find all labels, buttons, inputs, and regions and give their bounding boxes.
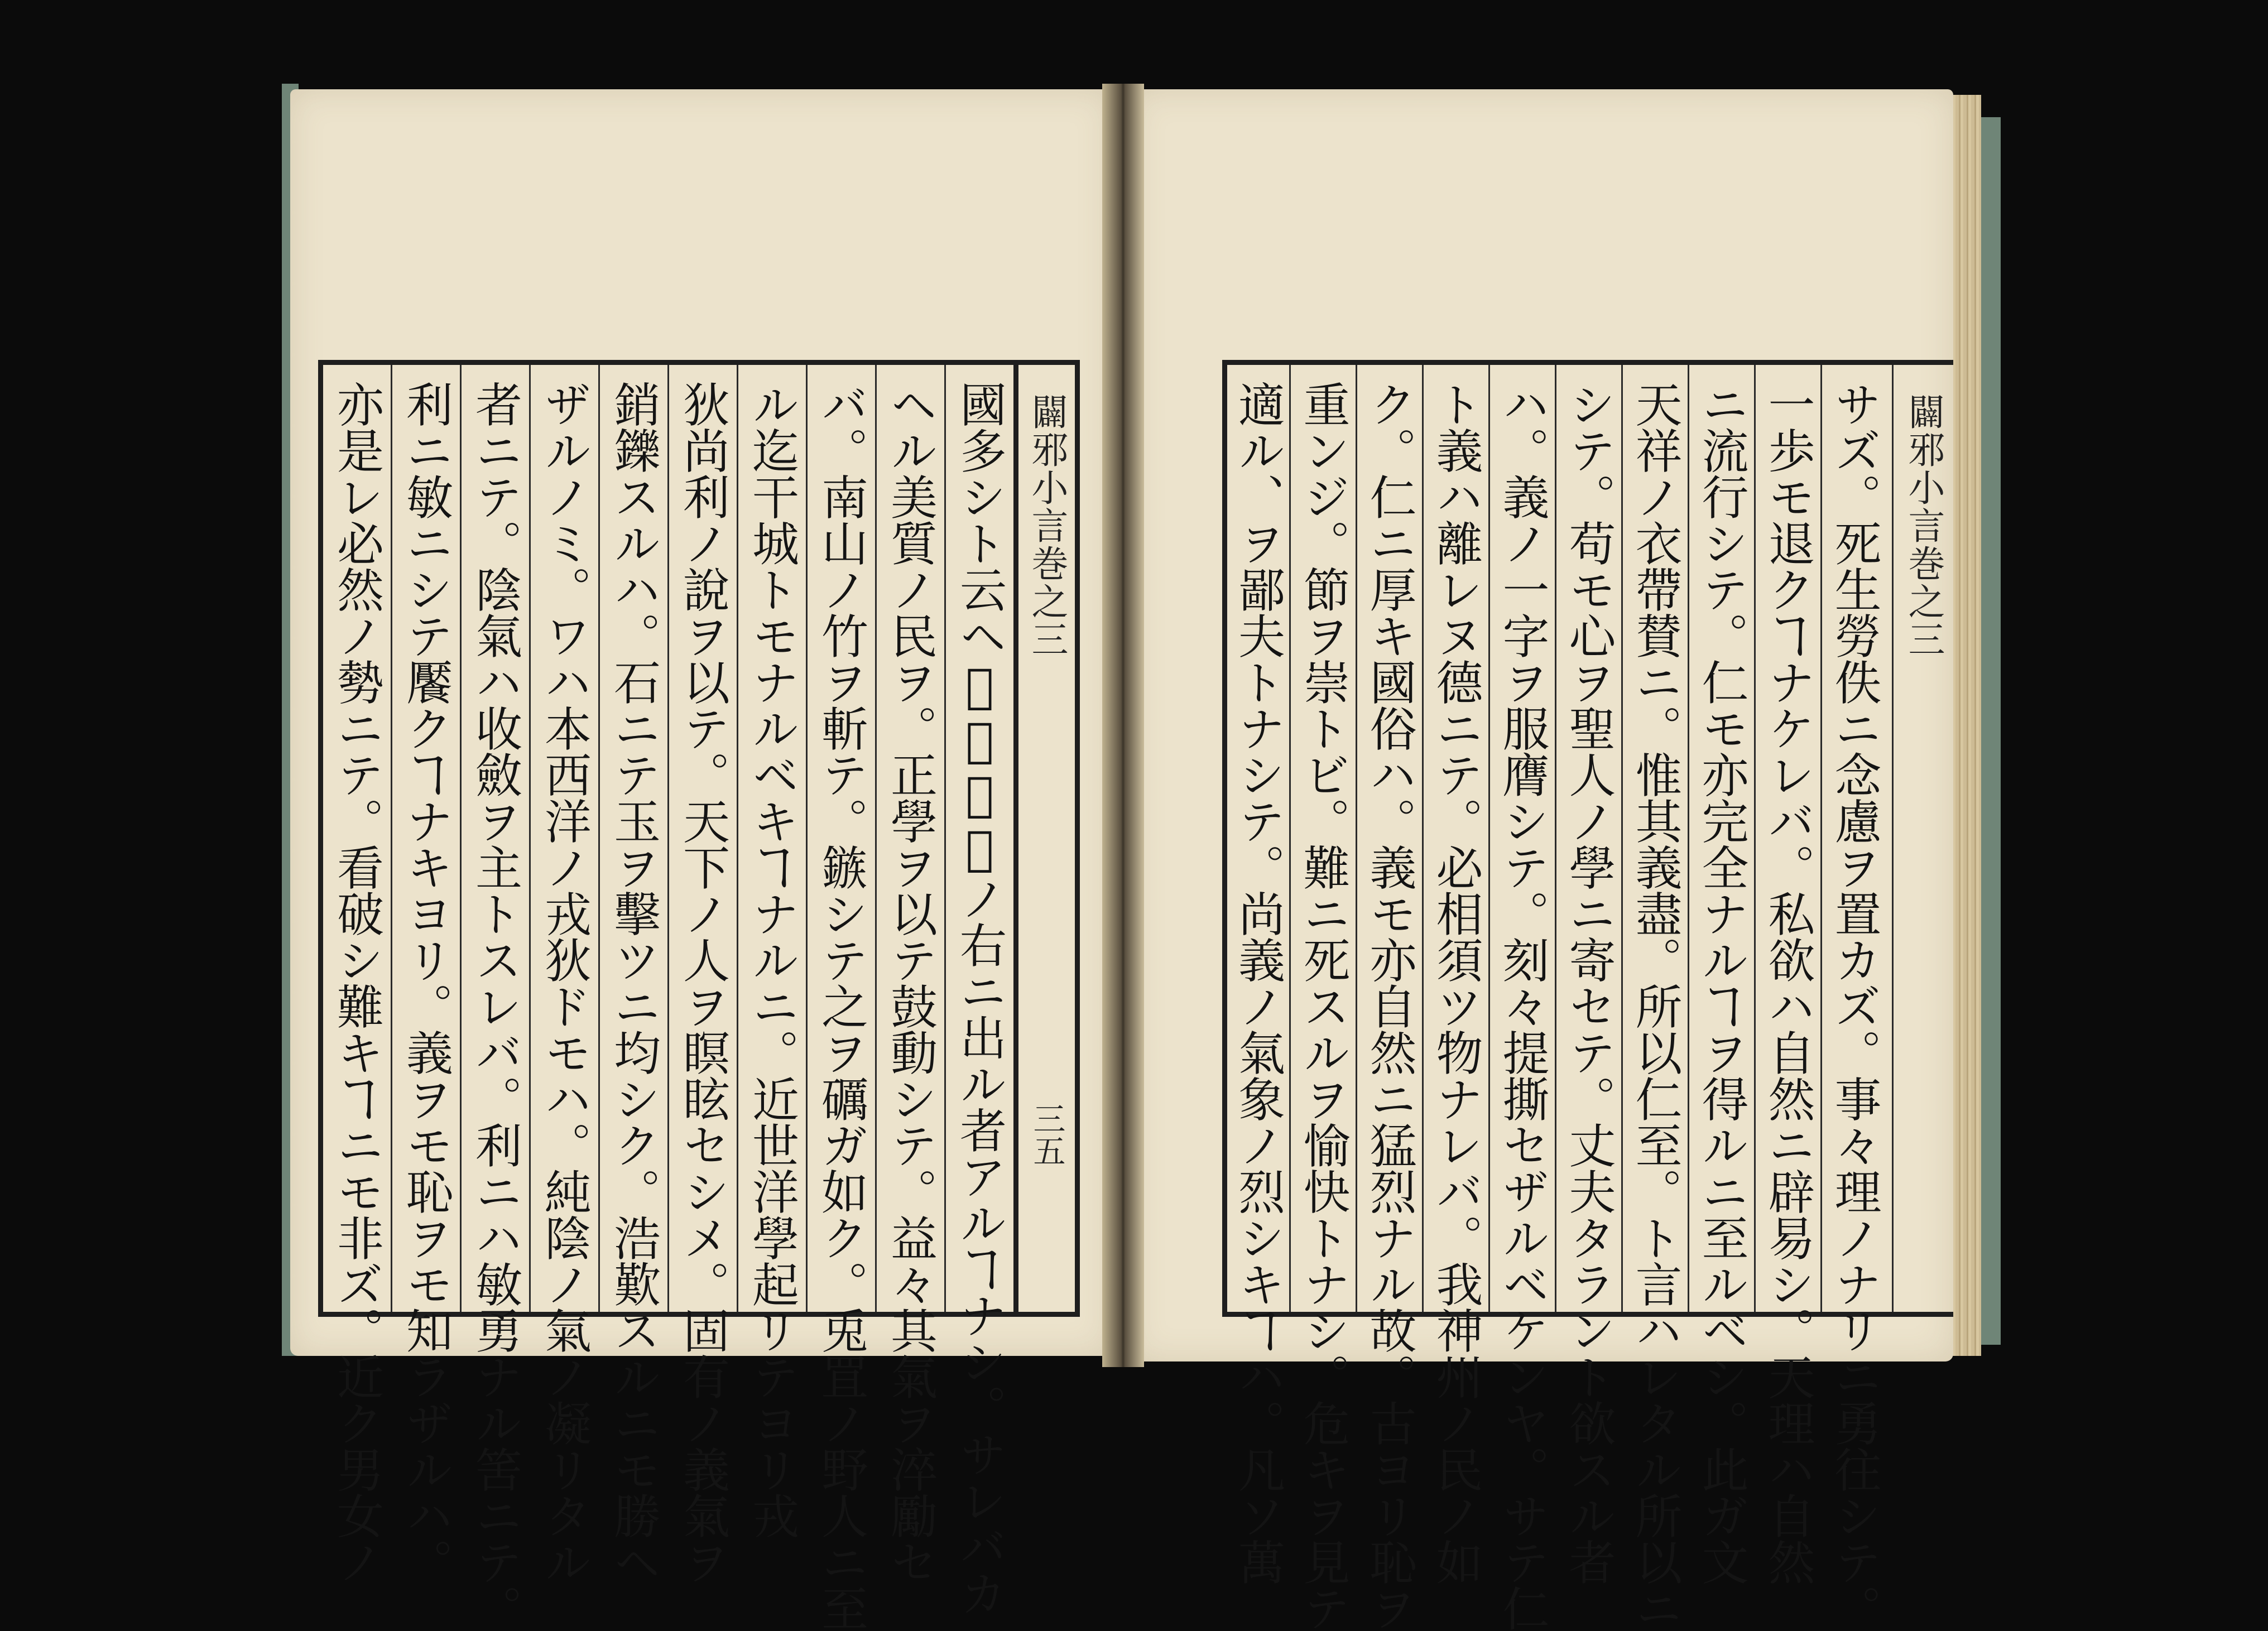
text-column: [1820, 365, 1887, 1631]
text-column: [1289, 365, 1356, 1631]
column-text: ト義ハ離レヌ德ニテ。必相須ツ物ナレバ。我神州ノ民ノ如: [1429, 381, 1483, 1585]
column-text: 國多シト云ヘ𪜈。我邦ノ右ニ出ル者アルヿナシ。サレバカ: [952, 381, 1007, 1616]
page-number: 三五: [1027, 1102, 1066, 1167]
column-text: ハ。義ノ一字ヲ服膺シテ。刻々提撕セザルベケンヤ。サテ仁: [1495, 381, 1550, 1631]
text-column: [391, 365, 460, 1585]
left-text-frame: [318, 360, 1018, 1631]
column-text: 銷鑠スルハ。石ニテ玉ヲ擊ツニ均シク。浩歎スルニモ勝ヘ: [606, 381, 661, 1585]
book-gutter: [1102, 84, 1144, 1367]
text-column: [1688, 365, 1754, 1585]
text-column: [460, 365, 529, 1631]
text-column: [1754, 365, 1820, 1585]
column-text: ル迄干城トモナルベキヿナルニ。近世洋學起リテヨリ戎: [744, 381, 800, 1538]
text-column: [1621, 365, 1688, 1631]
column-text: ク。仁ニ厚キ國俗ハ。義モ亦自然ニ猛烈ナル故。古ヨリ恥ヲ: [1362, 381, 1417, 1631]
column-text: 重ンジ。節ヲ崇トビ。難ニ死スルヲ愉快トナシ。危キヲ見テ: [1296, 381, 1351, 1631]
column-text: 一歩モ退クヿナケレバ。私欲ハ自然ニ辟易シ。天理ハ自然: [1761, 381, 1815, 1585]
text-column: [667, 365, 737, 1585]
right-text-frame: [1222, 360, 1953, 1631]
column-text: ヘル美質ノ民ヲ。正學ヲ以テ鼓動シテ。益々其氣ヲ淬勵セ: [883, 381, 938, 1585]
column-text: シテ。苟モ心ヲ聖人ノ學ニ寄セテ。丈夫タラント欲スル者: [1561, 381, 1616, 1585]
left-page-margin-title: [1018, 360, 1080, 1317]
text-column: [598, 365, 667, 1585]
right-page-margin-title: [1892, 365, 1953, 1312]
column-text: 適ル、ヲ鄙夫トナシテ。尚義ノ氣象ノ烈シキヿハ。凡ソ萬: [1231, 381, 1286, 1585]
column-text: 狄尚利ノ說ヲ以テ。天下ノ人ヲ瞑眩セシメ。固有ノ義氣ヲ: [675, 381, 731, 1585]
book-title: 闢邪小言巻之三: [1902, 393, 1945, 658]
column-text: バ。南山ノ竹ヲ斬テ。鏃シテ之ヲ礪ガ如ク。兎罝ノ野人ニ至: [814, 381, 869, 1631]
column-text: 亦是レ必然ノ勢ニテ。看破シ難キヿニモ非ズ。近ク男女ノ: [329, 381, 385, 1585]
column-text: 天祥ノ衣帶賛ニ。惟其義盡。所以仁至。ト言ハレタル所以ニ: [1628, 381, 1683, 1631]
book-title: 闢邪小言巻之三: [1025, 393, 1068, 658]
text-column: [1356, 365, 1422, 1631]
text-column: [323, 365, 391, 1585]
text-column: [737, 365, 806, 1538]
text-column: [1422, 365, 1488, 1585]
column-text: サズ。死生勞佚ニ念慮ヲ置カズ。事々理ノナリニ勇往シテ。: [1827, 381, 1882, 1631]
text-column: [529, 365, 598, 1585]
column-text: 者ニテ。陰氣ハ收斂ヲ主トスレバ。利ニハ敏勇ナル筈ニテ。: [468, 381, 523, 1631]
text-column: [1488, 365, 1555, 1631]
text-column: [1227, 365, 1289, 1585]
column-text: 利ニ敏ニシテ饜クヿナキヨリ。義ヲモ恥ヲモ知ラザルハ。: [398, 381, 454, 1585]
text-column: [1555, 365, 1621, 1585]
column-text: ザルノミ。ワハ本西洋ノ戎狄ドモハ。純陰ノ氣ノ凝リタル: [537, 381, 592, 1585]
column-text: ニ流行シテ。仁モ亦完全ナルヿヲ得ルニ至ルベシ。此ガ文: [1694, 381, 1749, 1585]
text-column: [806, 365, 875, 1631]
text-column: [875, 365, 944, 1585]
text-column: [944, 365, 1013, 1616]
